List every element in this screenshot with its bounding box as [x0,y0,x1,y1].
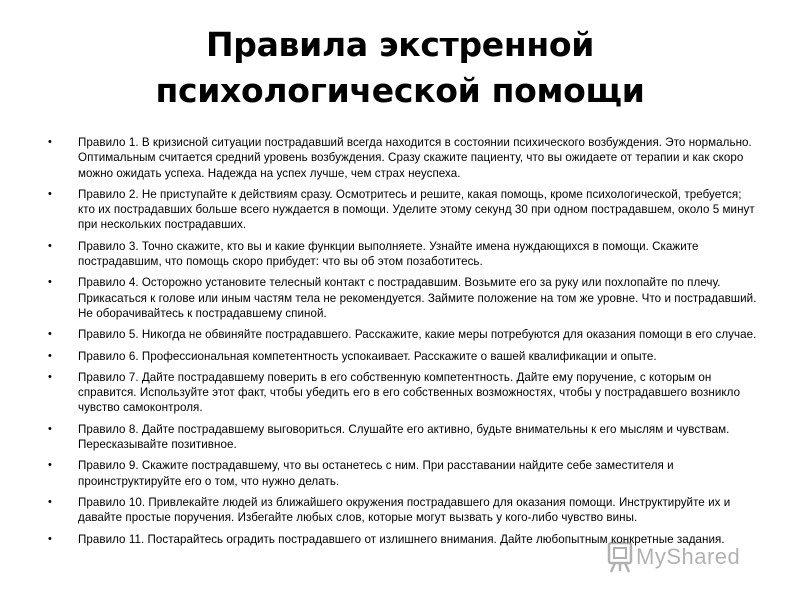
rule-item [46,187,758,233]
bullet-icon: • [48,276,52,289]
rules-list [46,135,758,553]
rule-text: Правило 7. Дайте пострадавшему поверить в его собственную компетентность. Дайте ему поручение, с которым он справится. Используйте этот факт, чтобы убедить его в его собственных возможностях, чтобы у пострадавшего возникло чувство самоконтроля. [78,370,741,415]
rule-item [46,370,758,416]
bullet-icon: • [48,187,52,200]
bullet-icon: • [48,532,52,545]
rule-item [46,495,758,526]
rule-text: Правило 9. Скажите пострадавшему, что вы останетесь с ним. При расставании найдите себе заместителя и проинструктируйте его о том, что нужно делать. [78,459,674,488]
slide-title-line-2: психологической помощи [155,71,645,110]
rule-item [46,275,758,321]
slide-title-line-1: Правила экстренной [205,25,595,64]
rule-text: Правило 1. В кризисной ситуации пострадавший всегда находится в состоянии психического возбуждения. Это нормально. Оптимальным считается средний уровень возбуждения. Сразу скажите пациенту, что вы ожидаете от терапии и как скоро можно ожидать успеха. Надежда на успех лучше, чем страх неуспеха. [78,136,752,180]
myshared-logo-icon [606,540,634,574]
watermark-text: MyShared [636,544,741,569]
bullet-icon: • [48,349,52,362]
rule-text: Правило 8. Дайте пострадавшему выговориться. Слушайте его активно, будьте внимательны к его мыслям и чувствам. Пересказывайте позитивное. [78,422,730,452]
rule-item [46,349,758,364]
rule-item [46,239,758,270]
bullet-icon: • [48,328,52,341]
rule-item [46,422,758,453]
rule-item [46,135,758,181]
rule-text: Правило 2. Не приступайте к действиям сразу. Осмотритесь и решите, какая помощь, кроме психологической, требуется; кто их пострадавших больше всего нуждается в помощи. Уделите этому секунд 30 при одном пострадавшем, около 5 минут при нескольких пострадавших. [78,187,755,232]
rule-text: Правило 5. Никогда не обвиняйте пострадавшего. Расскажите, какие меры потребуются для оказания помощи в его случае. [78,328,757,342]
rule-item [46,327,758,342]
bullet-icon: • [48,239,52,252]
rule-item [46,458,758,489]
rule-text: Правило 4. Осторожно установите телесный контакт с пострадавшим. Возьмите его за руку или похлопайте по плечу. Прикасаться к голове или иным частям тела не рекомендуется. Займите положение на том же уровне. Что и пострадавший. Не оборачивайтесь к пострадавшему спиной. [78,276,757,320]
bullet-icon: • [48,136,52,148]
bullet-icon: • [48,459,52,472]
rule-text: Правило 11. Постарайтесь оградить пострадавшего от излишнего внимания. Дайте любопытным конкретные задания. [78,532,725,546]
rule-text: Правило 6. Профессиональная компетентность успокаивает. Расскажите о вашей квалификации и опыте. [78,349,657,363]
bullet-icon: • [48,370,52,383]
rule-text: Правило 3. Точно скажите, кто вы и какие функции выполняете. Узнайте имена нуждающихся в помощи. Скажите пострадавшим, что помощь скоро прибудет: что вы об этом позаботитесь. [78,239,699,269]
rule-text: Правило 10. Привлекайте людей из ближайшего окружения пострадавшего для оказания помощи. Инструктируйте их и давайте простые поручения. Избегайте любых слов, которые могут вызвать у кого-либо чувство вины. [78,495,731,525]
bullet-icon: • [48,495,52,508]
slide-title [40,22,760,114]
watermark [606,540,766,574]
bullet-icon: • [48,422,52,435]
